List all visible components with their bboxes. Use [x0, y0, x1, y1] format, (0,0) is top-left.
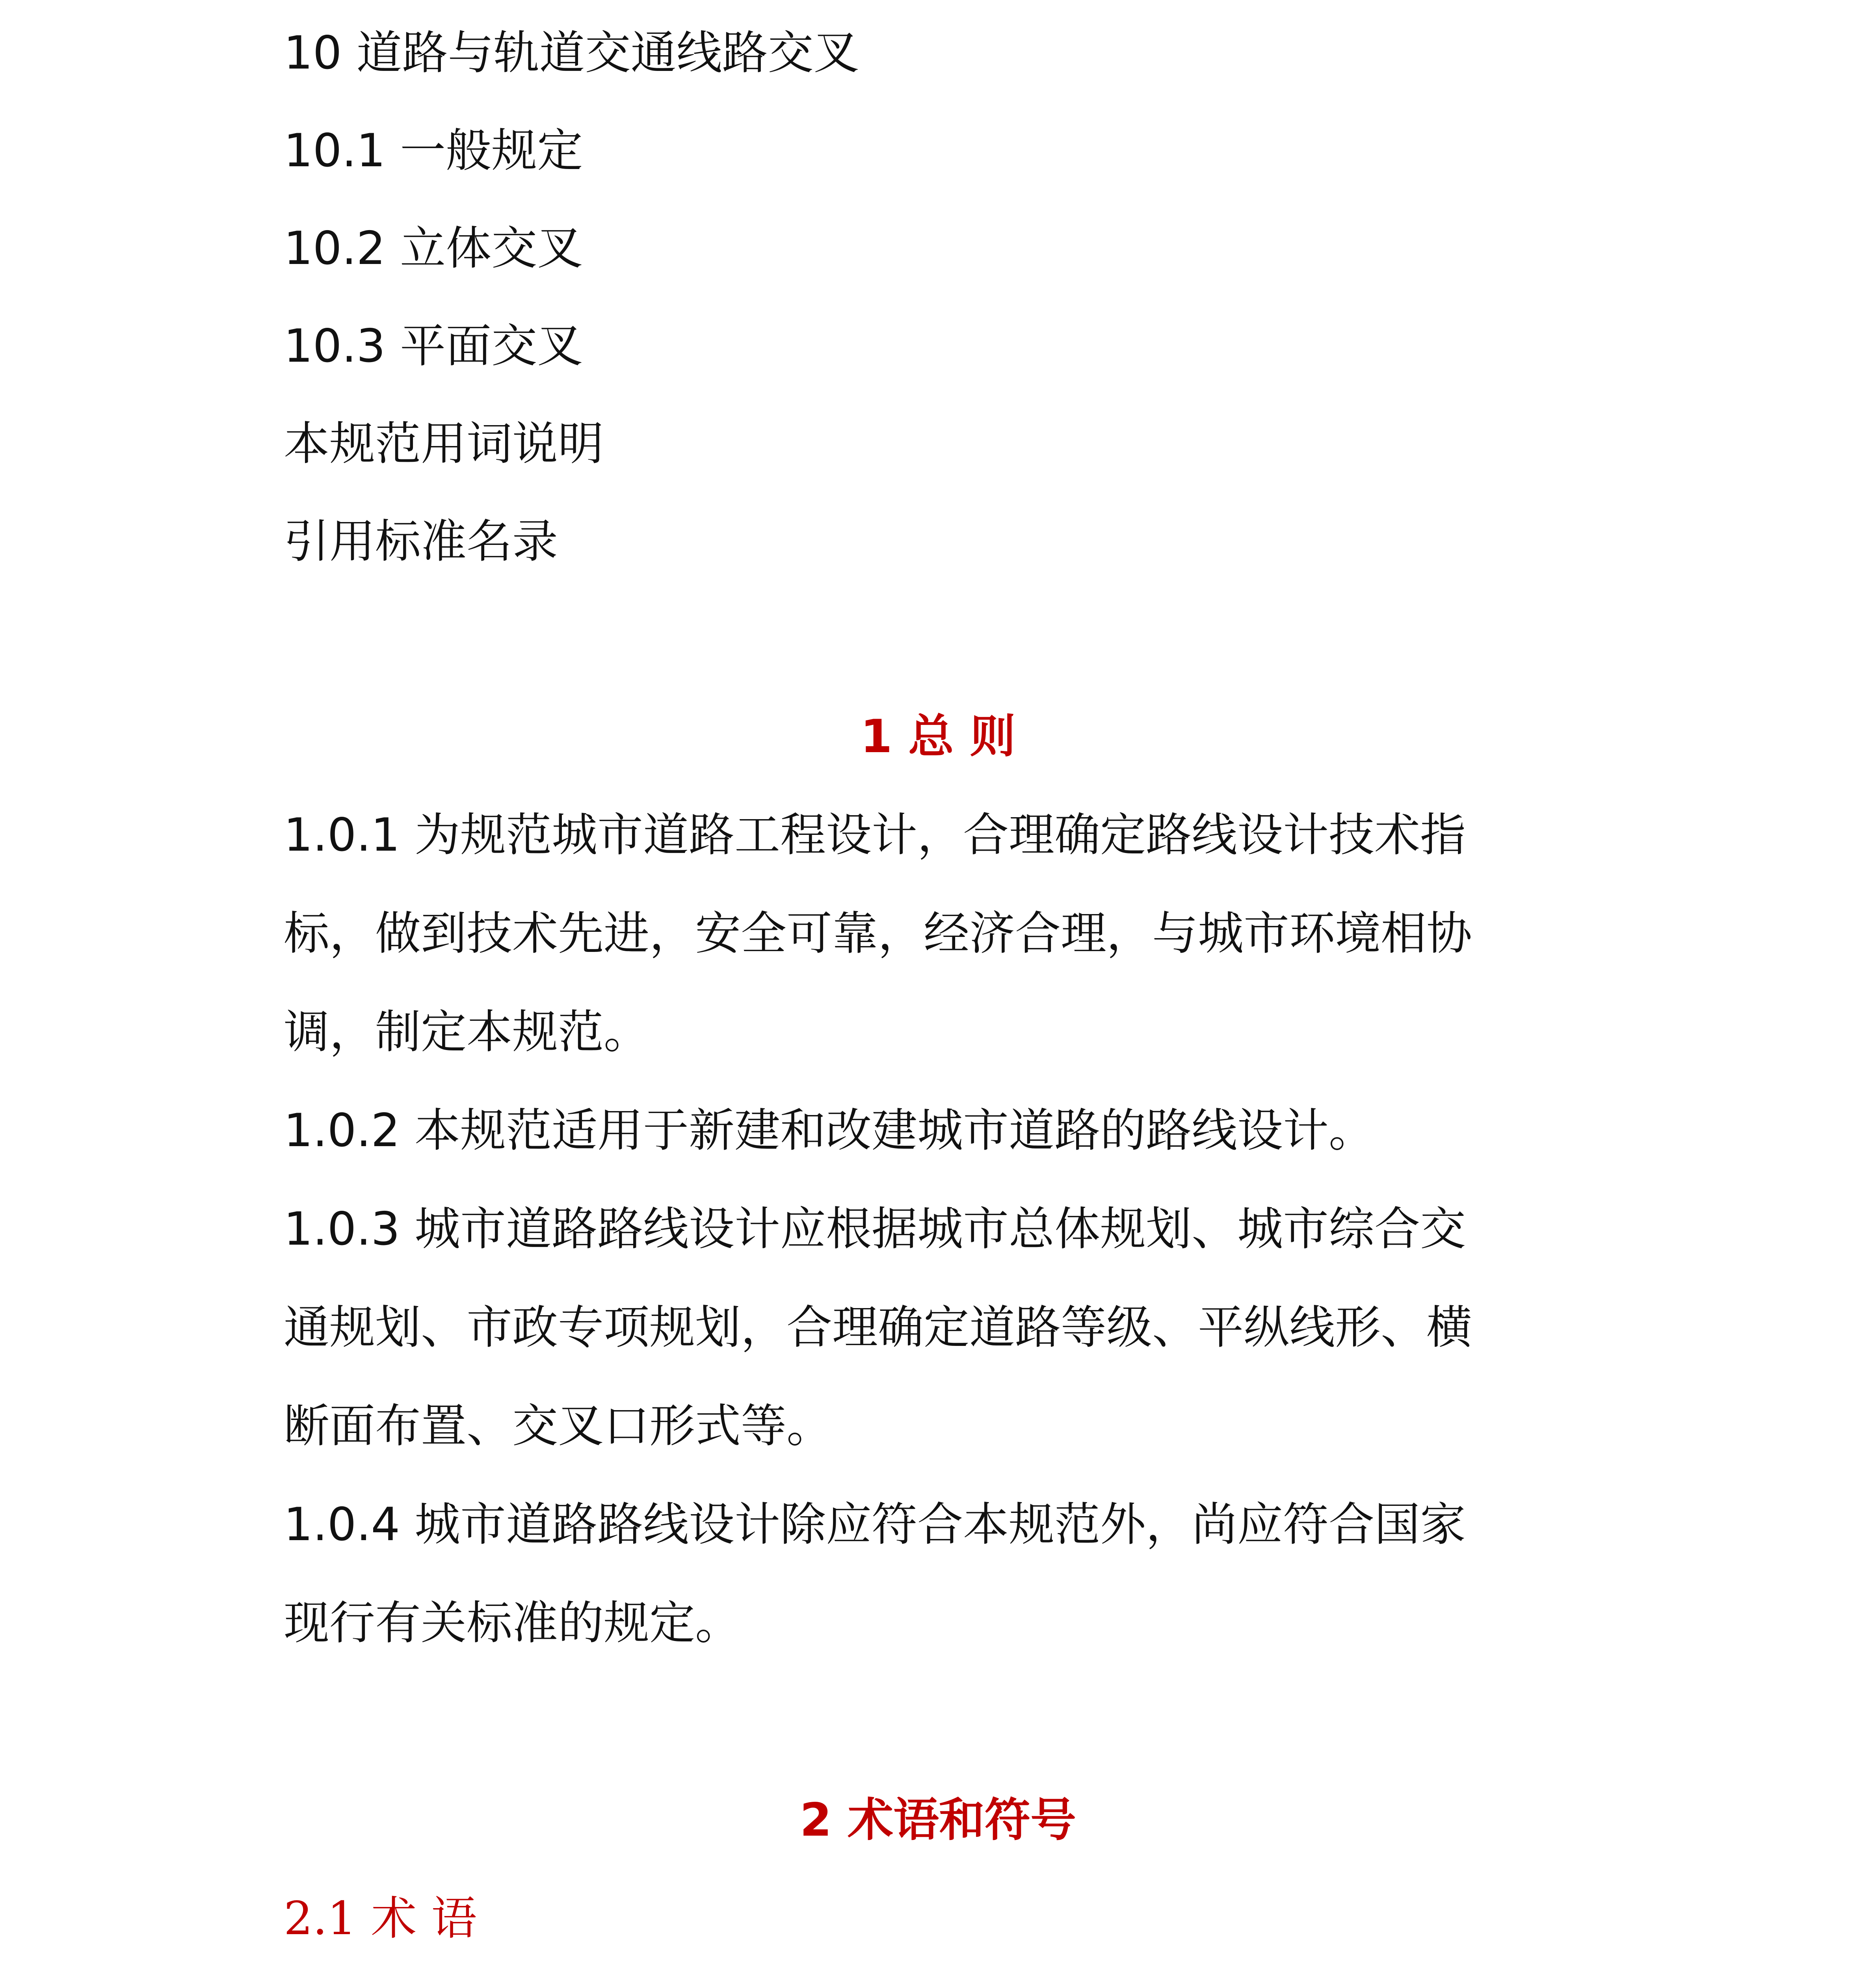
toc-item-10-3: 10.3 平面交叉: [284, 320, 583, 373]
paragraph-line: 通规划、市政专项规划，合理确定道路等级、平纵线形、横: [284, 1301, 1472, 1354]
paragraph-line: 标，做到技术先进，安全可靠，经济合理，与城市环境相协: [284, 907, 1472, 960]
paragraph-line: 断面布置、交叉口形式等。: [284, 1399, 832, 1453]
paragraph-line: 调，制定本规范。: [284, 1005, 649, 1059]
toc-item-wording: 本规范用词说明: [284, 417, 604, 470]
chapter-2-title: 2 术语和符号: [799, 1793, 1077, 1847]
toc-item-references: 引用标准名录: [284, 515, 558, 568]
section-2-1-title: 2.1 术 语: [284, 1892, 477, 1945]
toc-item-10-1: 10.1 一般规定: [284, 124, 583, 177]
paragraph-line: 1.0.2 本规范适用于新建和改建城市道路的路线设计。: [284, 1104, 1375, 1157]
toc-item-10: 10 道路与轨道交通线路交叉: [284, 26, 859, 80]
paragraph-line: 现行有关标准的规定。: [284, 1596, 741, 1650]
paragraph-line: 1.0.1 为规范城市道路工程设计，合理确定路线设计技术指: [284, 808, 1466, 862]
toc-item-10-2: 10.2 立体交叉: [284, 222, 583, 275]
paragraph-line: 1.0.4 城市道路路线设计除应符合本规范外，尚应符合国家: [284, 1498, 1466, 1551]
paragraph-line: 1.0.3 城市道路路线设计应根据城市总体规划、城市综合交: [284, 1202, 1466, 1256]
chapter-1-title: 1 总 则: [860, 710, 1016, 763]
